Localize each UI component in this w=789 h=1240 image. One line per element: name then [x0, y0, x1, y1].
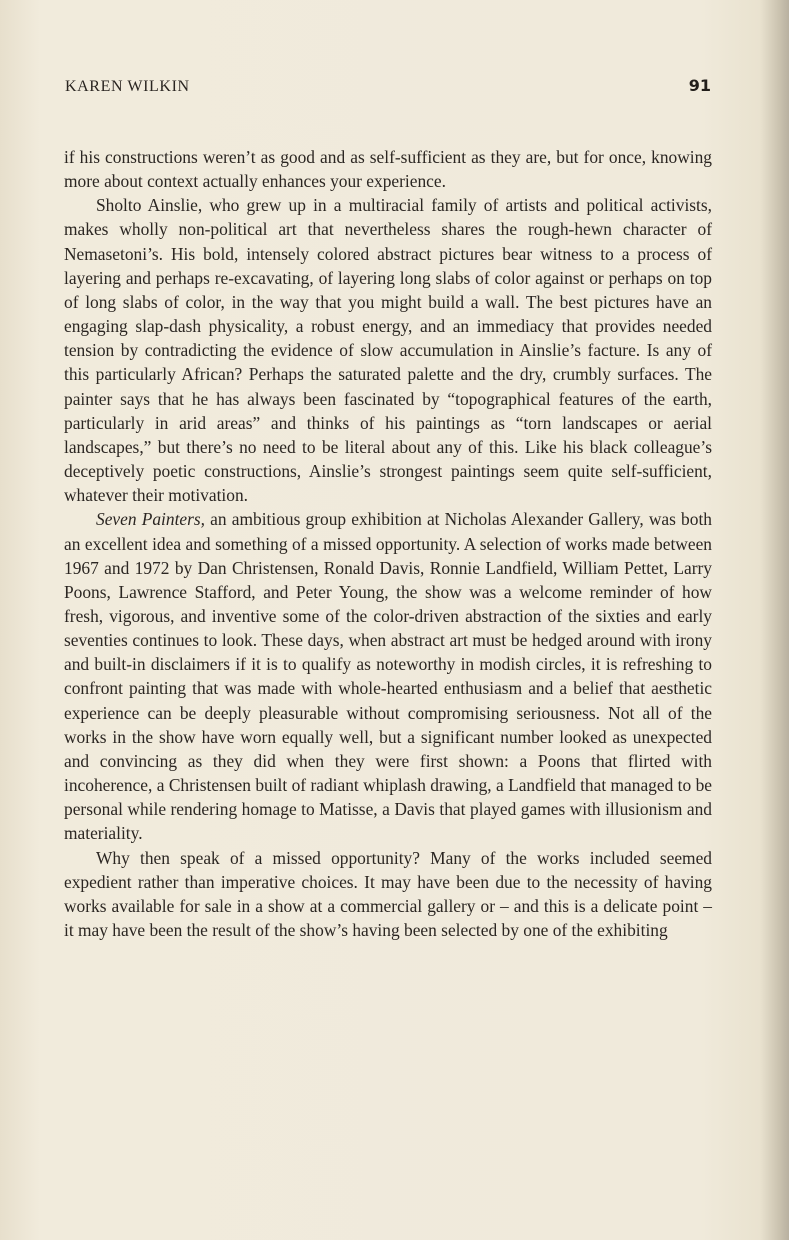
paragraph-text: if his constructions weren’t as good and as self-sufficient as they are, but for once, knowing more about context actually enhances your experience. [64, 147, 712, 192]
body-text [64, 145, 712, 942]
paragraph-continued [64, 145, 712, 193]
paragraph-missed-opportunity [64, 846, 712, 943]
exhibition-title: Seven Painters, [96, 509, 205, 530]
paragraph-ainslie [64, 193, 712, 507]
page-number: 91 [688, 76, 711, 95]
paragraph-seven-painters [64, 507, 712, 845]
paragraph-text: Why then speak of a missed opportunity? Many of the works included seemed expedient rather than imperative choices. It may have been due to the necessity of having works available for sale in a show at a commercial gallery or – and this is a delicate point – it may have been the result of the show’s having been selected by one of the exhibiting [64, 847, 712, 940]
paragraph-text: an ambitious group exhibition at Nicholas Alexander Gallery, was both an excellent idea and something of a missed opportunity. A selection of works made between 1967 and 1972 by Dan Christensen, Ronald Davis, Ronnie Landfield, William Pettet, Larry Poons, Lawrence Stafford, and Peter Young, the show was a welcome reminder of how fresh, vigorous, and inventive some of the color-driven abstraction of the sixties and early seventies continues to look. These days, when abstract art must be hedged around with irony and built-in disclaimers if it is to qualify as noteworthy in modish circles, it is refreshing to confront painting that was made with whole-hearted enthusiasm and a belief that aesthetic experience can be deeply pleasurable without compromising seriousness. Not all of the works in the show have worn equally well, but a significant number looked as unexpected and convincing as they did when they were first shown: a Poons that flirted with incoherence, a Christensen built of radiant whiplash drawing, a Landfield that managed to be personal while rendering homage to Matisse, a Davis that played games with illusionism and materiality. [64, 509, 712, 844]
paragraph-text: Sholto Ainslie, who grew up in a multiracial family of artists and political activists, makes wholly non-political art that nevertheless shares the rough-hewn character of Nemasetoni’s. His bold, intensely colored abstract pictures bear witness to a process of layering and perhaps re-excavating, of layering long slabs of color against or perhaps on top of long slabs of color, in the way that you might build a wall. The best pictures have an engaging slap-dash physicality, a robust energy, and an immediacy that provides needed tension by contradicting the evidence of slow accumulation in Ainslie’s facture. Is any of this particularly African? Perhaps the saturated palette and the dry, crumbly surfaces. The painter says that he has always been fascinated by “topographical features of the earth, particularly in arid areas” and thinks of his paintings as “torn landscapes or aerial landscapes,” but there’s no need to be literal about any of this. Like his black colleague’s deceptively poetic constructions, Ainslie’s strongest paintings seem quite self-sufficient, whatever their motivation. [64, 195, 712, 506]
running-head-author: KAREN WILKIN [65, 78, 190, 95]
running-head [65, 78, 711, 98]
